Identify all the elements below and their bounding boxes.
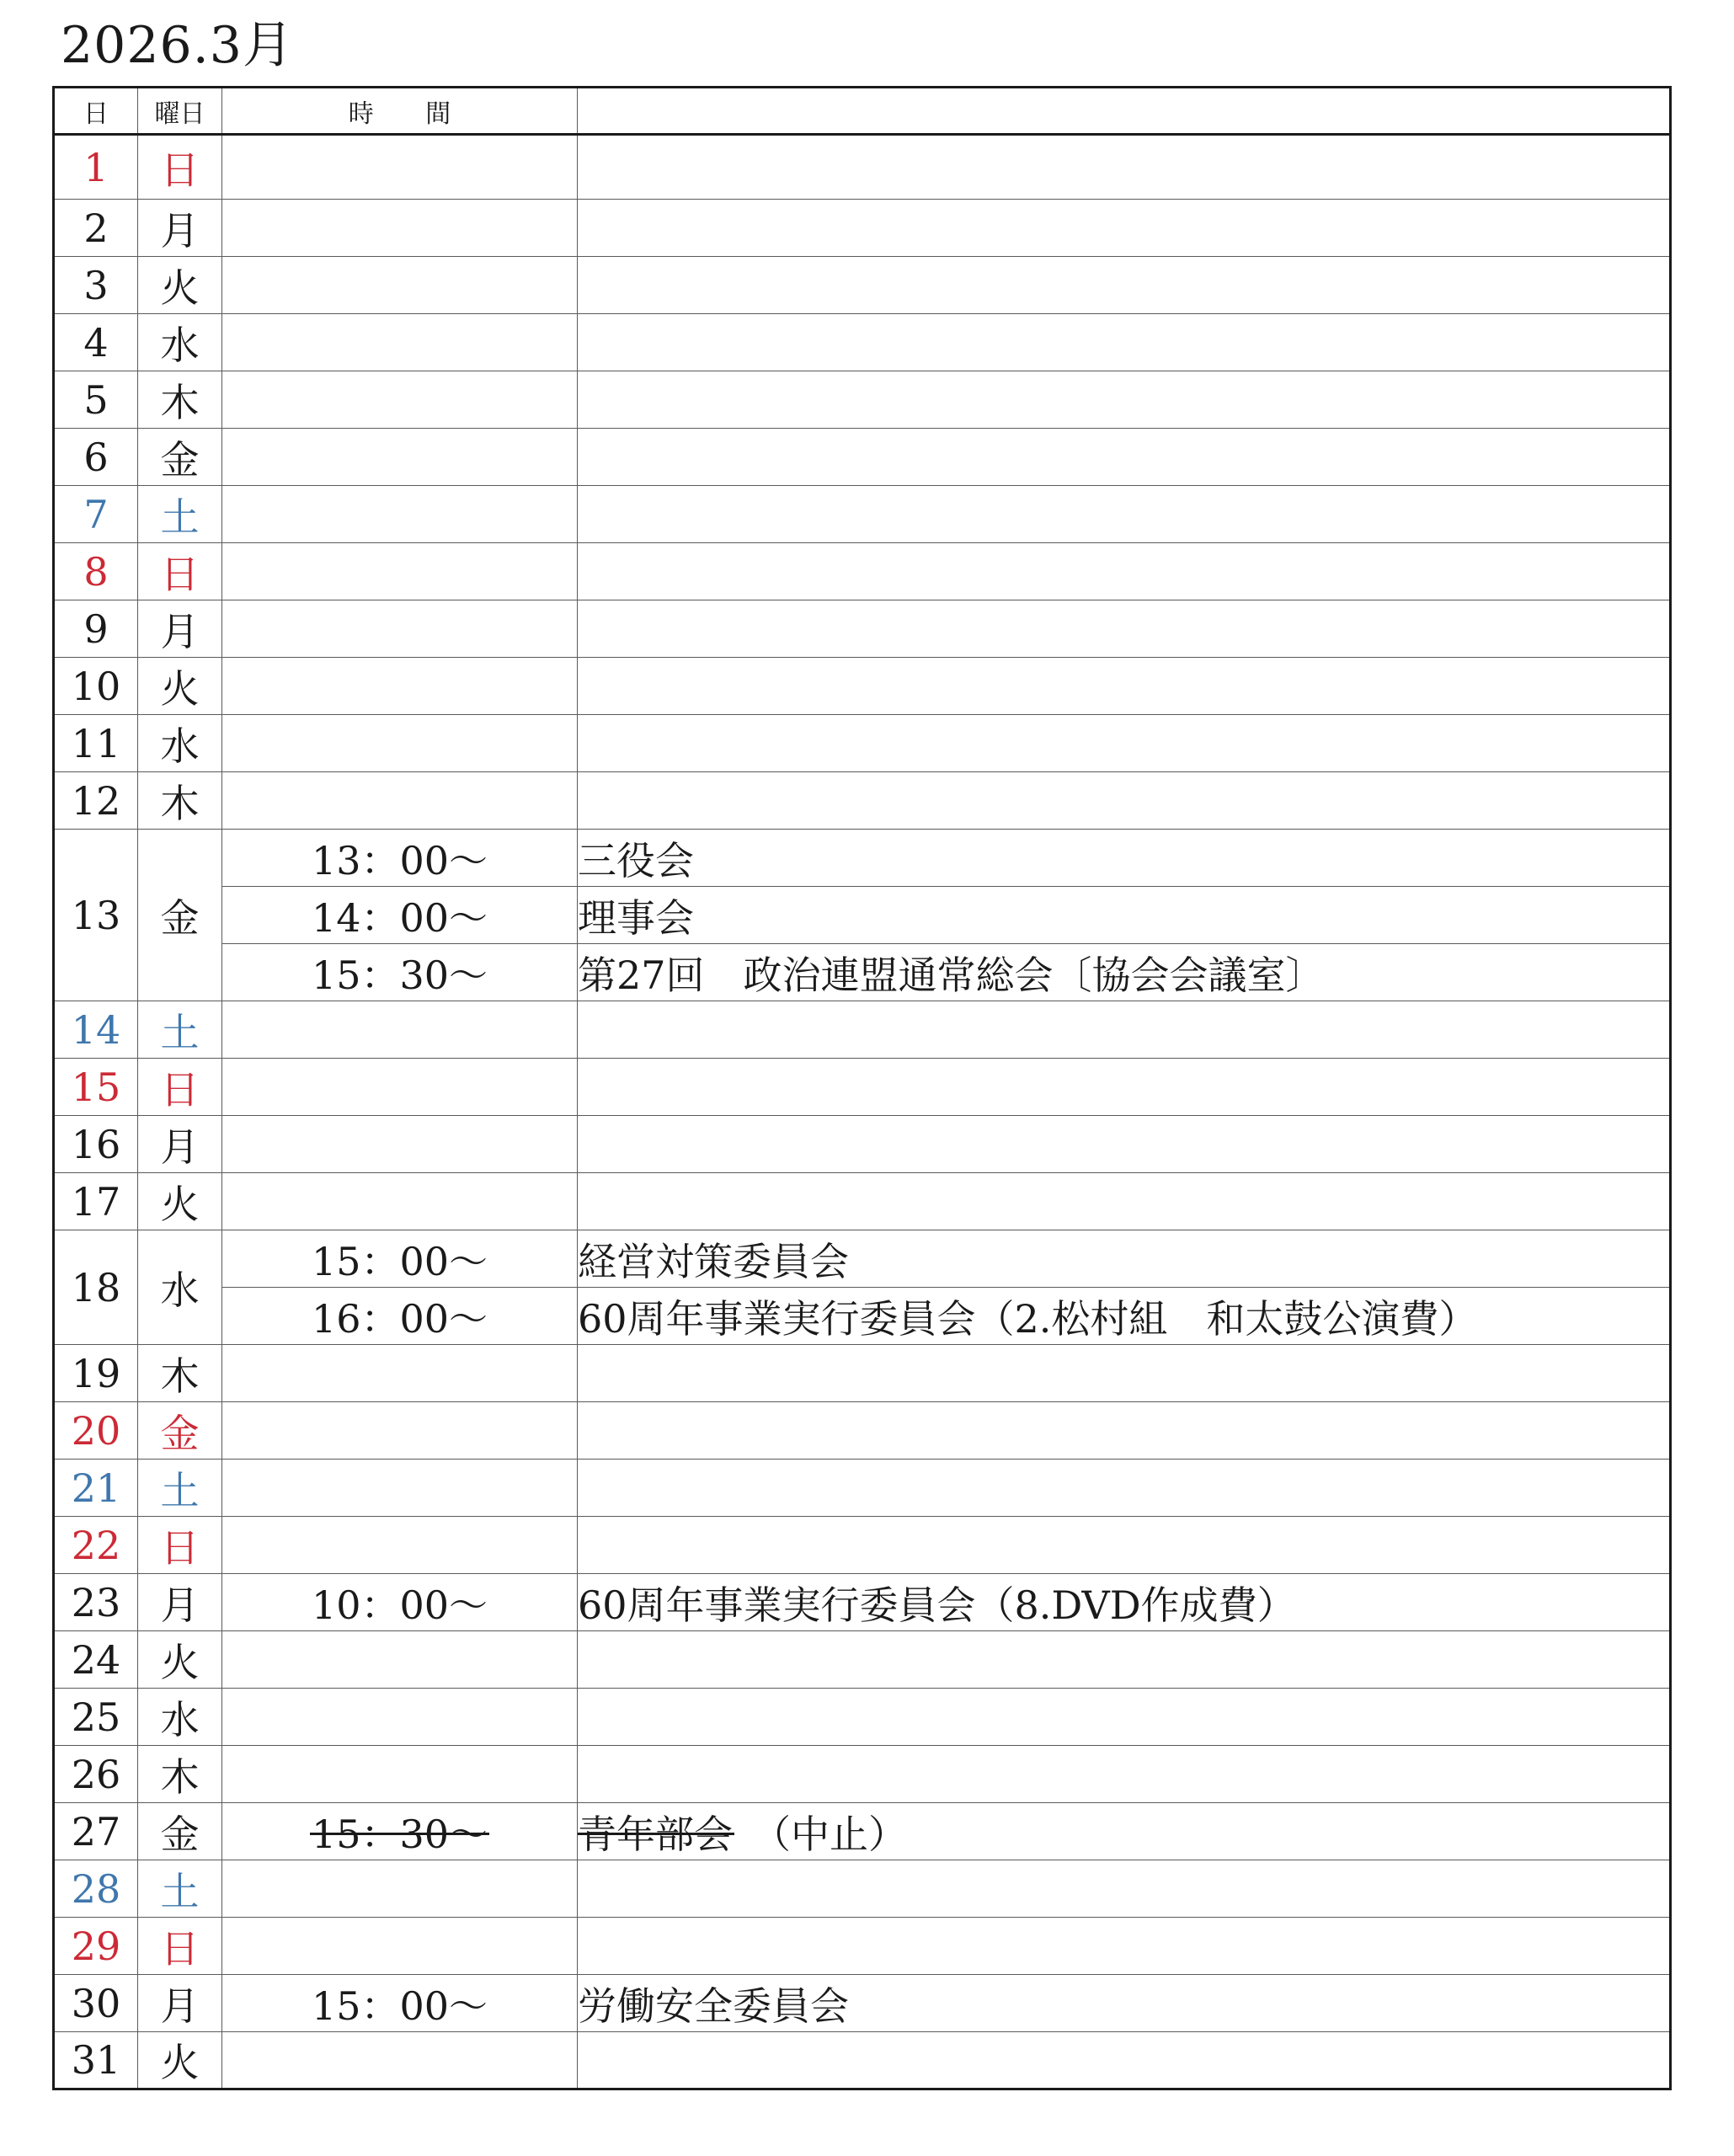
time-cell <box>222 1746 578 1803</box>
day-number: 25 <box>54 1689 138 1746</box>
table-row <box>54 772 1671 830</box>
time-cell <box>222 772 578 830</box>
time-cell <box>222 830 578 887</box>
time-cell <box>222 1975 578 2032</box>
day-number: 22 <box>54 1517 138 1574</box>
event-cell <box>578 600 1671 658</box>
event-cell <box>578 1803 1671 1860</box>
event-cell <box>578 1918 1671 1975</box>
time-cell <box>222 1860 578 1918</box>
table-row <box>54 1517 1671 1574</box>
day-number: 5 <box>54 371 138 429</box>
day-number: 13 <box>54 830 138 1001</box>
table-row <box>54 1689 1671 1746</box>
weekday-label: 月 <box>138 200 222 257</box>
time-cell <box>222 314 578 371</box>
table-row <box>54 1918 1671 1975</box>
event-cell <box>578 314 1671 371</box>
day-number: 10 <box>54 658 138 715</box>
time-cell <box>222 715 578 772</box>
time-cell <box>222 257 578 314</box>
event-title: 労働安全委員会 <box>578 1983 849 2029</box>
weekday-label: 日 <box>138 135 222 200</box>
event-cell <box>578 1173 1671 1230</box>
event-cell <box>578 1631 1671 1689</box>
weekday-label: 火 <box>138 1631 222 1689</box>
event-cell <box>578 2032 1671 2089</box>
event-cell <box>578 658 1671 715</box>
table-row <box>54 658 1671 715</box>
day-number: 1 <box>54 135 138 200</box>
event-title: 60周年事業実行委員会（8.DVD作成費） <box>578 1582 1296 1628</box>
day-number: 17 <box>54 1173 138 1230</box>
event-time: 15：30～ <box>312 1804 488 1860</box>
time-cell <box>222 1517 578 1574</box>
table-row <box>54 600 1671 658</box>
table-row <box>54 1746 1671 1803</box>
event-cell <box>578 1345 1671 1402</box>
event-cell <box>578 715 1671 772</box>
time-cell <box>222 1918 578 1975</box>
time-cell <box>222 1460 578 1517</box>
event-cell <box>578 944 1671 1001</box>
table-row <box>54 1803 1671 1860</box>
time-cell <box>222 1803 578 1860</box>
time-cell <box>222 2032 578 2089</box>
event-cell <box>578 1001 1671 1059</box>
table-row <box>54 1860 1671 1918</box>
day-number: 15 <box>54 1059 138 1116</box>
day-number: 3 <box>54 257 138 314</box>
table-row <box>54 1230 1671 1288</box>
time-cell <box>222 1689 578 1746</box>
table-row <box>54 1975 1671 2032</box>
day-number: 27 <box>54 1803 138 1860</box>
weekday-label: 月 <box>138 600 222 658</box>
table-row <box>54 830 1671 887</box>
time-cell <box>222 135 578 200</box>
weekday-label: 火 <box>138 257 222 314</box>
table-row <box>54 486 1671 543</box>
weekday-label: 日 <box>138 543 222 600</box>
table-row <box>54 1288 1671 1345</box>
event-note: （中止） <box>733 1811 907 1857</box>
event-cell <box>578 257 1671 314</box>
event-cell <box>578 1059 1671 1116</box>
table-row <box>54 1631 1671 1689</box>
weekday-label: 水 <box>138 1230 222 1345</box>
event-cell <box>578 1116 1671 1173</box>
table-row <box>54 2032 1671 2089</box>
day-number: 28 <box>54 1860 138 1918</box>
event-title: 60周年事業実行委員会（2.松村組 和太鼓公演費） <box>578 1295 1478 1342</box>
day-number: 12 <box>54 772 138 830</box>
weekday-label: 水 <box>138 1689 222 1746</box>
table-row <box>54 1460 1671 1517</box>
table-row <box>54 1173 1671 1230</box>
day-number: 18 <box>54 1230 138 1345</box>
time-cell <box>222 1288 578 1345</box>
schedule-body <box>54 135 1671 2089</box>
time-cell <box>222 543 578 600</box>
header-row <box>54 88 1671 135</box>
event-time: 15：30～ <box>311 952 488 998</box>
table-row <box>54 1059 1671 1116</box>
event-title: 第27回 政治連盟通常総会〔協会会議室〕 <box>578 952 1325 998</box>
event-cell <box>578 1746 1671 1803</box>
day-number: 9 <box>54 600 138 658</box>
table-row <box>54 944 1671 1001</box>
table-row <box>54 1116 1671 1173</box>
weekday-label: 火 <box>138 2032 222 2089</box>
weekday-label: 火 <box>138 1173 222 1230</box>
event-cell <box>578 371 1671 429</box>
table-row <box>54 1001 1671 1059</box>
table-row <box>54 135 1671 200</box>
day-number: 14 <box>54 1001 138 1059</box>
day-number: 21 <box>54 1460 138 1517</box>
day-number: 29 <box>54 1918 138 1975</box>
day-number: 23 <box>54 1574 138 1631</box>
time-cell <box>222 1001 578 1059</box>
day-number: 24 <box>54 1631 138 1689</box>
weekday-label: 日 <box>138 1918 222 1975</box>
day-number: 4 <box>54 314 138 371</box>
weekday-label: 水 <box>138 715 222 772</box>
weekday-label: 金 <box>138 1803 222 1860</box>
event-cell <box>578 200 1671 257</box>
day-number: 19 <box>54 1345 138 1402</box>
time-cell <box>222 371 578 429</box>
event-title: 理事会 <box>578 894 694 941</box>
table-row <box>54 543 1671 600</box>
time-cell <box>222 1059 578 1116</box>
time-cell <box>222 1402 578 1460</box>
weekday-label: 木 <box>138 1345 222 1402</box>
weekday-label: 木 <box>138 1746 222 1803</box>
event-time: 13：00～ <box>311 837 488 883</box>
weekday-label: 月 <box>138 1116 222 1173</box>
time-cell <box>222 944 578 1001</box>
event-cell <box>578 830 1671 887</box>
day-number: 20 <box>54 1402 138 1460</box>
day-number: 31 <box>54 2032 138 2089</box>
weekday-label: 金 <box>138 429 222 486</box>
event-title: 三役会 <box>578 837 694 883</box>
time-cell <box>222 1631 578 1689</box>
event-time: 15：00～ <box>311 1983 488 2029</box>
event-cell <box>578 1860 1671 1918</box>
event-cell <box>578 135 1671 200</box>
event-time: 10：00～ <box>311 1582 488 1628</box>
event-title: 経営対策委員会 <box>578 1238 849 1284</box>
time-cell <box>222 1173 578 1230</box>
event-cell <box>578 1574 1671 1631</box>
day-number: 7 <box>54 486 138 543</box>
weekday-label: 金 <box>138 830 222 1001</box>
header-weekday: 曜日 <box>138 88 222 135</box>
weekday-label: 火 <box>138 658 222 715</box>
event-time: 16：00～ <box>311 1295 488 1342</box>
day-number: 26 <box>54 1746 138 1803</box>
weekday-label: 土 <box>138 486 222 543</box>
table-row <box>54 1345 1671 1402</box>
day-number: 16 <box>54 1116 138 1173</box>
time-cell <box>222 600 578 658</box>
event-cell <box>578 486 1671 543</box>
table-row <box>54 200 1671 257</box>
day-number: 11 <box>54 715 138 772</box>
weekday-label: 金 <box>138 1402 222 1460</box>
day-number: 8 <box>54 543 138 600</box>
table-row <box>54 887 1671 944</box>
table-row <box>54 1402 1671 1460</box>
event-cell <box>578 1689 1671 1746</box>
event-cell <box>578 1230 1671 1288</box>
event-cell <box>578 543 1671 600</box>
schedule-table <box>52 86 1672 2090</box>
weekday-label: 土 <box>138 1460 222 1517</box>
table-row <box>54 371 1671 429</box>
event-title: 青年部会 <box>578 1804 733 1860</box>
table-row <box>54 1574 1671 1631</box>
table-row <box>54 715 1671 772</box>
event-cell <box>578 429 1671 486</box>
header-day: 日 <box>54 88 138 135</box>
weekday-label: 日 <box>138 1517 222 1574</box>
time-cell <box>222 486 578 543</box>
table-row <box>54 314 1671 371</box>
event-time: 14：00～ <box>311 894 488 941</box>
event-cell <box>578 1288 1671 1345</box>
table-row <box>54 257 1671 314</box>
time-cell <box>222 429 578 486</box>
weekday-label: 木 <box>138 772 222 830</box>
weekday-label: 日 <box>138 1059 222 1116</box>
weekday-label: 土 <box>138 1860 222 1918</box>
event-cell <box>578 1402 1671 1460</box>
weekday-label: 月 <box>138 1574 222 1631</box>
weekday-label: 水 <box>138 314 222 371</box>
event-cell <box>578 1460 1671 1517</box>
table-row <box>54 429 1671 486</box>
time-cell <box>222 1345 578 1402</box>
event-cell <box>578 772 1671 830</box>
event-time: 15：00～ <box>311 1238 488 1284</box>
time-cell <box>222 1574 578 1631</box>
event-cell <box>578 1975 1671 2032</box>
page-title: 2026.3月 <box>61 16 294 75</box>
time-cell <box>222 1230 578 1288</box>
time-cell <box>222 887 578 944</box>
day-number: 2 <box>54 200 138 257</box>
time-cell <box>222 200 578 257</box>
weekday-label: 木 <box>138 371 222 429</box>
header-time: 時 間 <box>222 88 578 135</box>
header-event <box>578 88 1671 135</box>
weekday-label: 土 <box>138 1001 222 1059</box>
time-cell <box>222 1116 578 1173</box>
time-cell <box>222 658 578 715</box>
day-number: 6 <box>54 429 138 486</box>
event-cell <box>578 887 1671 944</box>
weekday-label: 月 <box>138 1975 222 2032</box>
day-number: 30 <box>54 1975 138 2032</box>
event-cell <box>578 1517 1671 1574</box>
